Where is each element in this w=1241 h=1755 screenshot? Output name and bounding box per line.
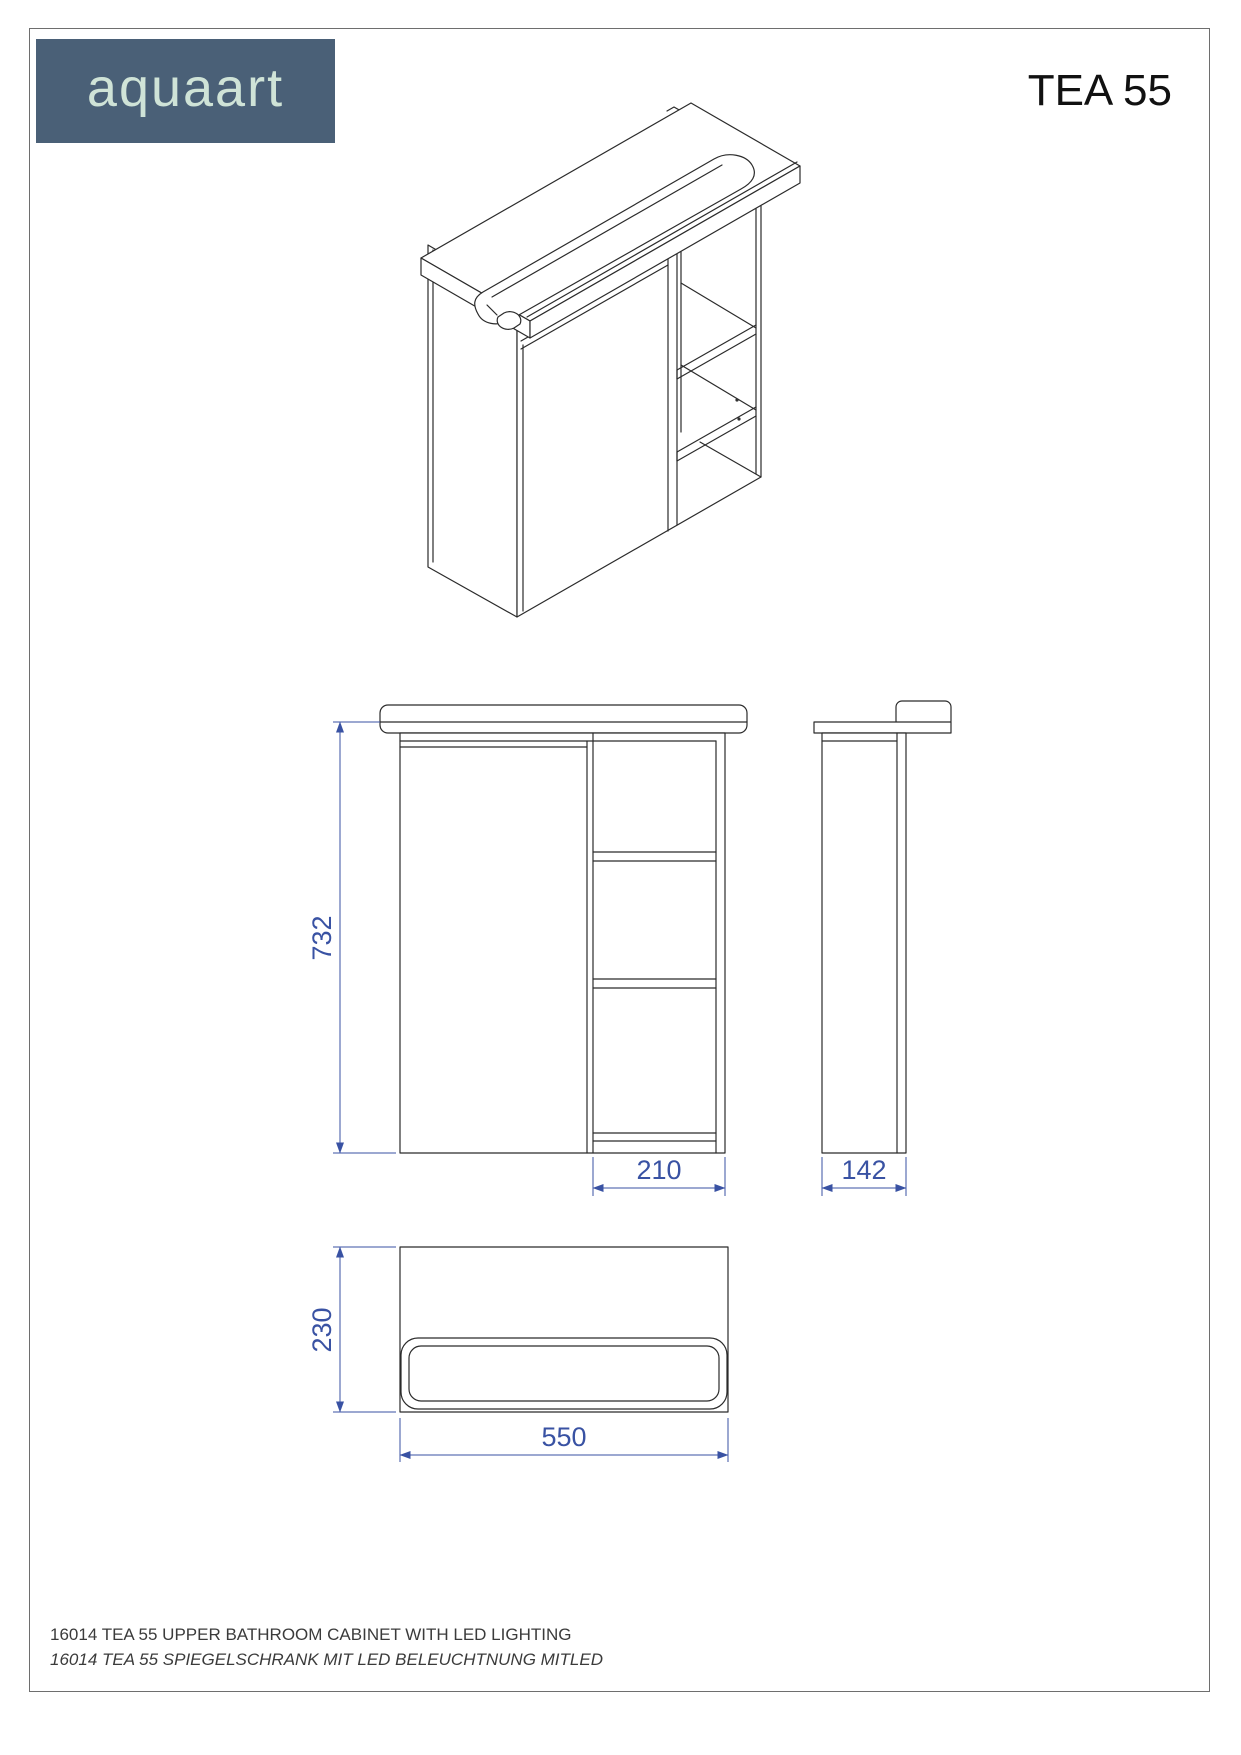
- top-view: [400, 1247, 728, 1412]
- front-view: [380, 705, 747, 1153]
- dimension-height: [307, 722, 396, 1153]
- brand-logo-text: aquaart: [86, 58, 285, 118]
- dimension-depth: [822, 1155, 906, 1196]
- dimension-height-label: 732: [307, 915, 337, 961]
- footer-description-en: 16014 TEA 55 UPPER BATHROOM CABINET WITH LED LIGHTING: [50, 1625, 572, 1644]
- dimension-top-depth: [307, 1247, 396, 1412]
- dimension-shelf-width: [593, 1155, 725, 1196]
- product-title: TEA 55: [1027, 66, 1172, 115]
- dimension-shelf-width-label: 210: [636, 1155, 682, 1185]
- dimension-depth-label: 142: [841, 1155, 887, 1185]
- dimension-top-depth-label: 230: [307, 1307, 337, 1353]
- isometric-view: [421, 103, 800, 617]
- dimension-width: [400, 1418, 728, 1462]
- footer: [50, 1622, 603, 1672]
- footer-description-de: 16014 TEA 55 SPIEGELSCHRANK MIT LED BELEUCHTNUNG MITLED: [50, 1650, 603, 1669]
- side-view: [814, 701, 951, 1153]
- dimension-width-label: 550: [541, 1422, 587, 1452]
